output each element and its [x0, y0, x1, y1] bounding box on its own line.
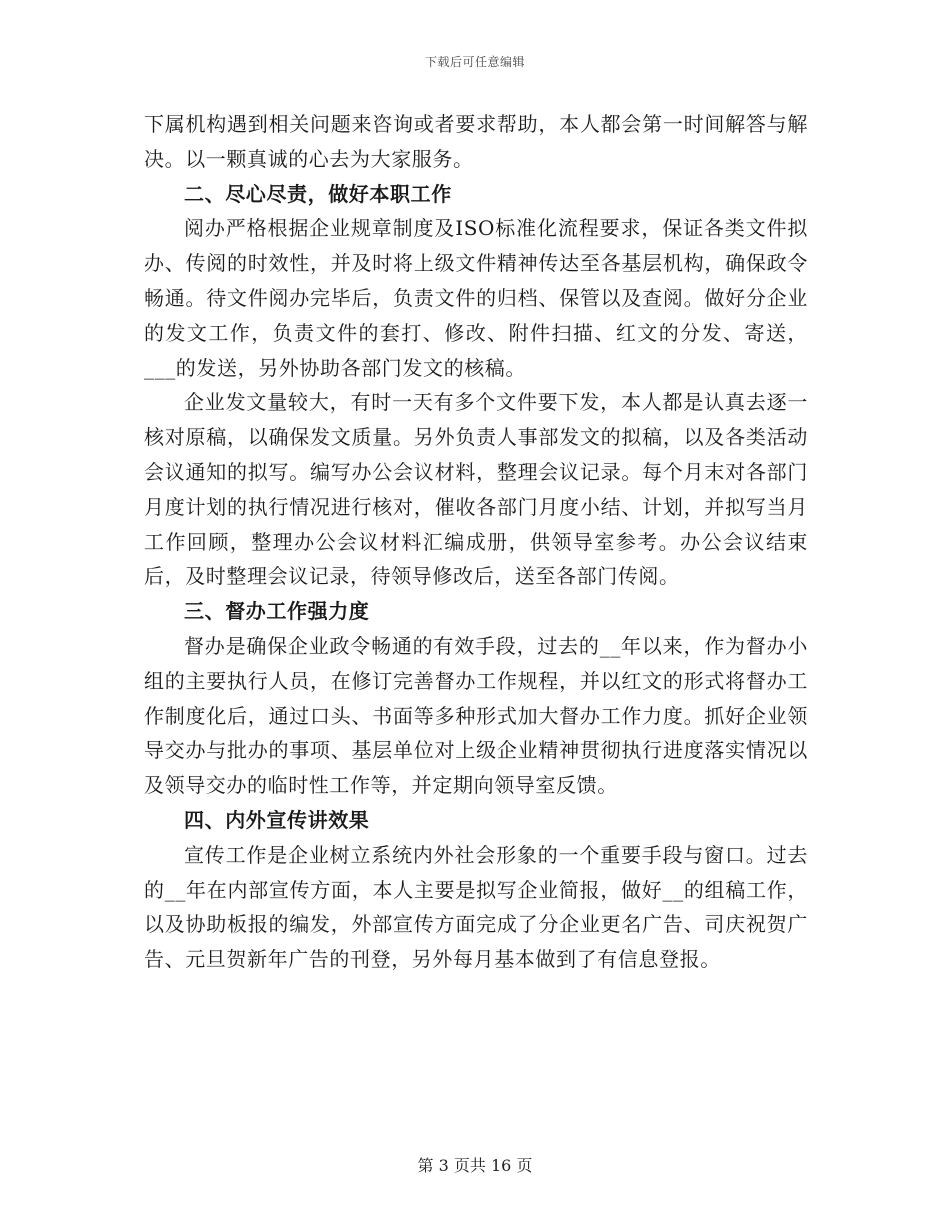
section-heading-4: 四、内外宣传讲效果: [184, 807, 370, 832]
paragraph-5: 宣传工作是企业树立系统内外社会形象的一个重要手段与窗口。过去的__年在内部宣传方面，本人主要是拟写企业简报，做好__的组稿工作，以及协助板报的编发，外部宣传方面完成了分企业更名广告、司庆祝贺广告、元旦贺新年广告的刊登，另外每月基本做到了有信息登报。: [144, 842, 808, 972]
page-header: 下载后可任意编辑: [424, 55, 525, 69]
paragraph-3: 企业发文量较大，有时一天有多个文件要下发，本人都是认真去逐一核对原稿，以确保发文质量。另外负责人事部发文的拟稿，以及各类活动会议通知的拟写。编写办公会议材料，整理会议记录。每个月末对各部门月度计划的执行情况进行核对，催收各部门月度小结、计划，并拟写当月工作回顾，整理办公会议材料汇编成册，供领导室参考。办公会议结束后，及时整理会议记录，待领导修改后，送至各部门传阅。: [144, 390, 808, 589]
paragraph-2: 阅办严格根据企业规章制度及ISO标准化流程要求，保证各类文件拟办、传阅的时效性，并及时将上级文件精神传达至各基层机构，确保政令畅通。待文件阅办完毕后，负责文件的归档、保管以及查阅。做好分企业的发文工作，负责文件的套打、修改、附件扫描、红文的分发、寄送，___的发送，另外协助各部门发文的核稿。: [144, 216, 808, 380]
page-footer: 第 3 页共 16 页: [417, 1156, 533, 1175]
section-heading-3: 三、督办工作强力度: [184, 599, 370, 624]
section-heading-2: 二、尽心尽责，做好本职工作: [184, 181, 452, 206]
document-body: [144, 107, 808, 977]
paragraph-4: 督办是确保企业政令畅通的有效手段，过去的__年以来，作为督办小组的主要执行人员，在修订完善督办工作规程，并以红文的形式将督办工作制度化后，通过口头、书面等多种形式加大督办工作力度。抓好企业领导交办与批办的事项、基层单位对上级企业精神贯彻执行进度落实情况以及领导交办的临时性工作等，并定期向领导室反馈。: [144, 633, 808, 798]
paragraph-1: 下属机构遇到相关问题来咨询或者要求帮助，本人都会第一时间解答与解决。以一颗真诚的心去为大家服务。: [144, 112, 808, 171]
